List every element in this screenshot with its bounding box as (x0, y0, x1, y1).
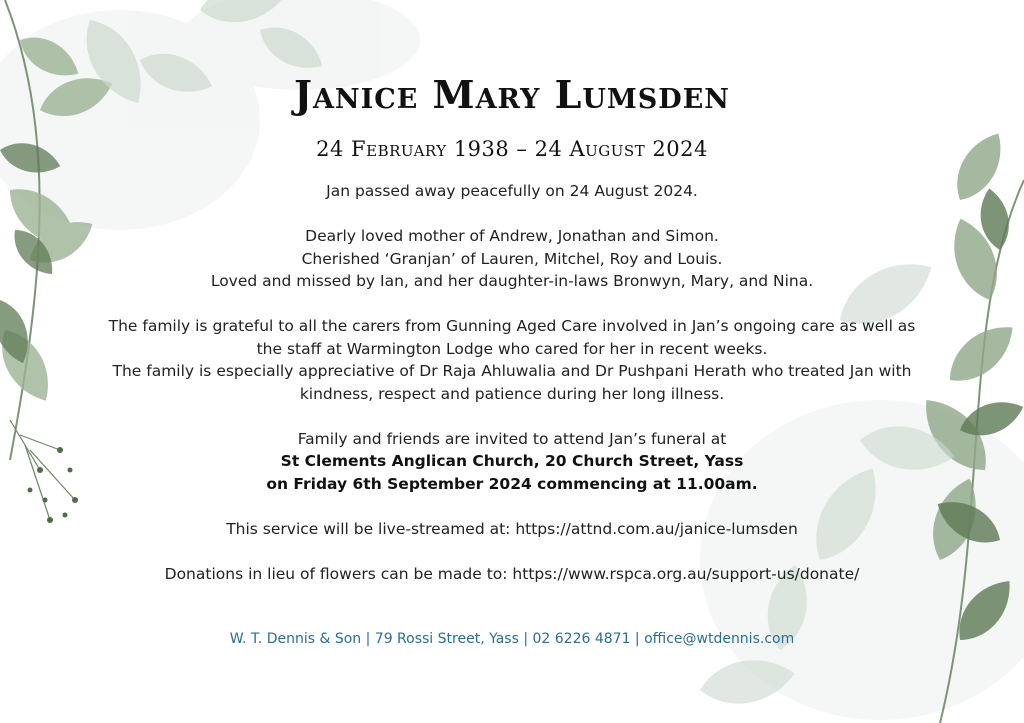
funeral-time: on Friday 6th September 2024 commencing at 11.00am. (266, 474, 758, 493)
livestream-line: This service will be live-streamed at: https://attnd.com.au/janice-lumsden (226, 519, 798, 538)
funeral-invite: Family and friends are invited to attend Jan’s funeral at (297, 429, 727, 448)
passing-line: Jan passed away peacefully on 24 August 2024. (326, 182, 698, 200)
gratitude-line: kindness, respect and patience during her long illness. (299, 384, 725, 403)
family-line: Dearly loved mother of Andrew, Jonathan and Simon. (305, 227, 719, 245)
deceased-name: Janice Mary Lumsden (294, 72, 730, 117)
notice-body (100, 180, 924, 585)
funeral-venue: St Clements Anglican Church, 20 Church Street, Yass (280, 452, 744, 470)
life-dates: 24 February 1938 – 24 August 2024 (316, 137, 708, 161)
family-line: Cherished ‘Granjan’ of Lauren, Mitchel, Roy and Louis. (301, 249, 723, 268)
gratitude-line: The family is especially appreciative of Dr Raja Ahluwalia and Dr Pushpani Herath who treated Jan with (112, 362, 912, 380)
funeral-director-footer: W. T. Dennis & Son | 79 Rossi Street, Yass | 02 6226 4871 | office@wtdennis.com (229, 631, 795, 647)
donations-line: Donations in lieu of flowers can be made to: https://www.rspca.org.au/support-us/donate/ (164, 564, 860, 583)
gratitude-line: The family is grateful to all the carers from Gunning Aged Care involved in Jan’s ongoing care as well as (108, 317, 916, 335)
gratitude-line: the staff at Warmington Lodge who cared for her in recent weeks. (256, 339, 768, 358)
family-line: Loved and missed by Ian, and her daughter-in-laws Bronwyn, Mary, and Nina. (210, 272, 814, 290)
